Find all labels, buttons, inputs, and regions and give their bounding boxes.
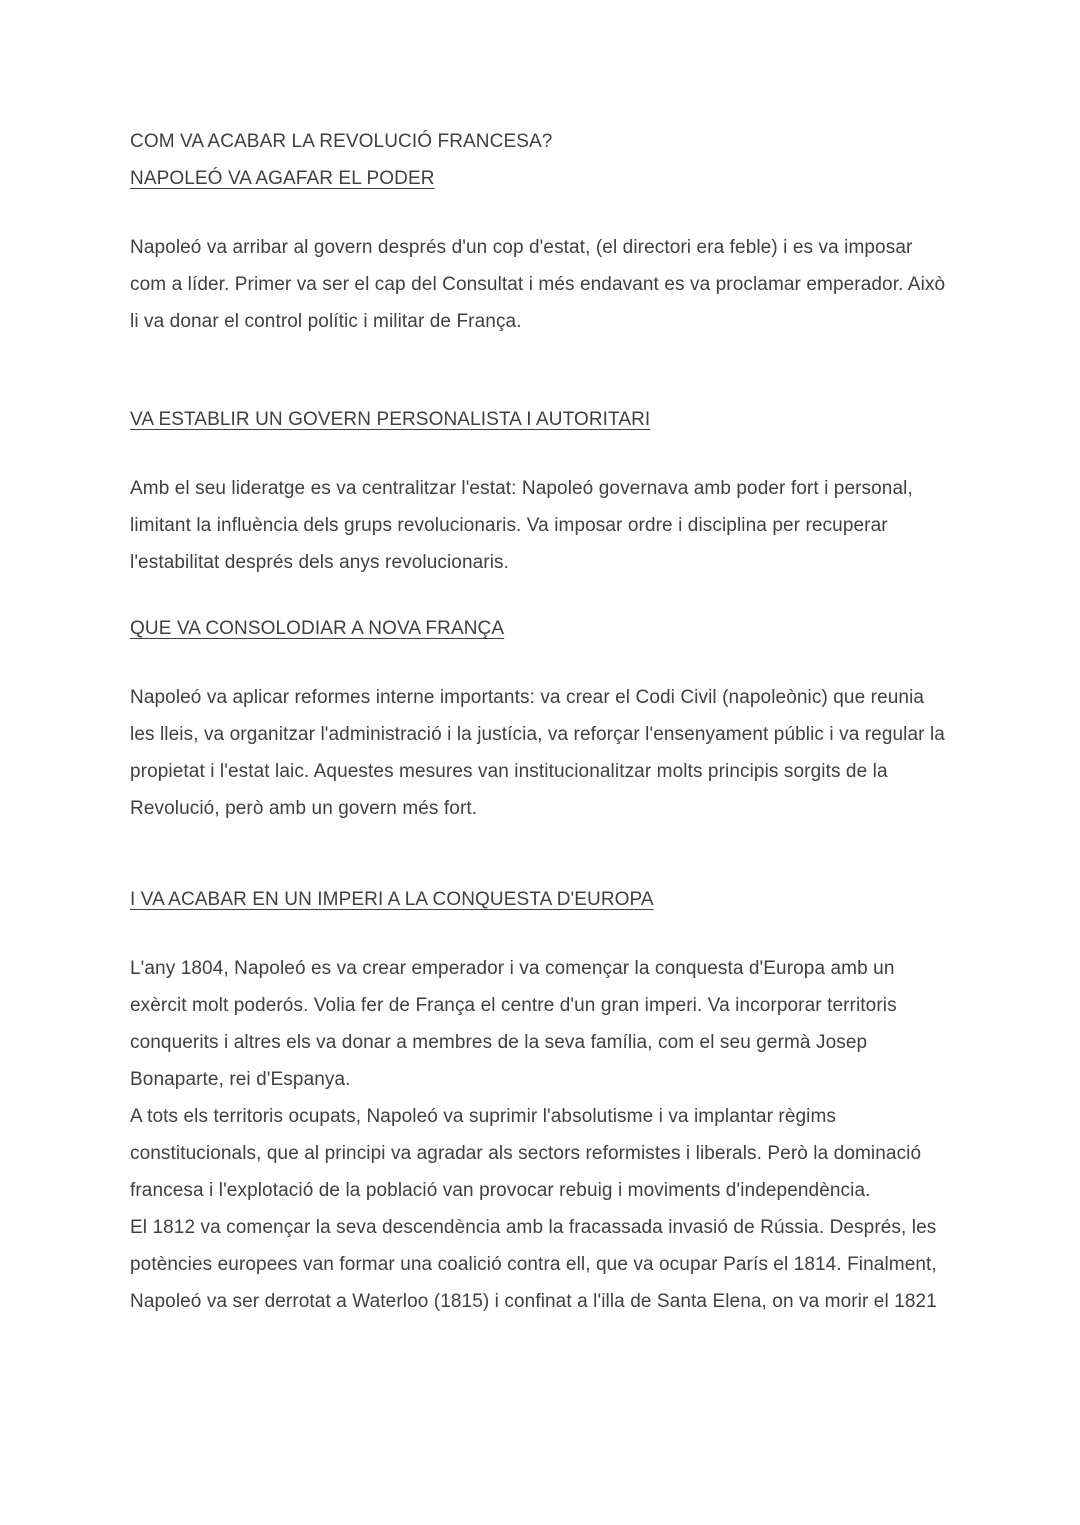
section-heading: NAPOLEÓ VA AGAFAR EL PODER — [130, 168, 435, 189]
paragraph: Napoleó va arribar al govern després d'un cop d'estat, (el directori era feble) i es va imposar com a líder. Primer va ser el cap del Consultat i més endavant es va proclamar emperador. Això li va donar el control polític i militar de França. — [130, 237, 946, 332]
section-govern-personalista — [130, 401, 960, 581]
paragraph: Napoleó va aplicar reformes interne importants: va crear el Codi Civil (napoleònic) que reunia les lleis, va organitzar l'administració i la justícia, va reforçar l'ensenyament públic i va regular la propietat i l'estat laic. Aquestes mesures van institucionalitzar molts principis sorgits de la Revolució, però amb un govern més fort. — [130, 687, 945, 819]
section-heading: I VA ACABAR EN UN IMPERI A LA CONQUESTA D'EUROPA — [130, 889, 654, 910]
section-napoleo-poder — [130, 160, 960, 340]
document-title: COM VA ACABAR LA REVOLUCIÓ FRANCESA? — [130, 131, 553, 152]
section-heading: VA ESTABLIR UN GOVERN PERSONALISTA I AUTORITARI — [130, 409, 651, 430]
section-imperi-europa — [130, 881, 960, 1320]
section-nova-franca — [130, 610, 960, 827]
paragraph: Amb el seu lideratge es va centralitzar l'estat: Napoleó governava amb poder fort i personal, limitant la influència dels grups revolucionaris. Va imposar ordre i disciplina per recuperar l'estabilitat després dels anys revolucionaris. — [130, 478, 913, 573]
section-heading: QUE VA CONSOLODIAR A NOVA FRANÇA — [130, 618, 505, 639]
paragraph: El 1812 va començar la seva descendència amb la fracassada invasió de Rússia. Després, les potències europees van formar una coalició contra ell, que va ocupar París el 1814. Finalment, Napoleó va ser derrotat a Waterloo (1815) i confinat a l'illa de Santa Elena, on va morir el 1821 — [130, 1217, 937, 1312]
paragraph: A tots els territoris ocupats, Napoleó va suprimir l'absolutisme i va implantar règims constitucionals, que al principi va agradar als sectors reformistes i liberals. Però la dominació francesa i l'explotació de la població van provocar rebuig i moviments d'independència. — [130, 1106, 922, 1201]
paragraph: L'any 1804, Napoleó es va crear emperador i va començar la conquesta d'Europa amb un exèrcit molt poderós. Volia fer de França el centre d'un gran imperi. Va incorporar territoris conquerits i altres els va donar a membres de la seva família, com el seu germà Josep Bonaparte, rei d'Espanya. — [130, 958, 897, 1090]
